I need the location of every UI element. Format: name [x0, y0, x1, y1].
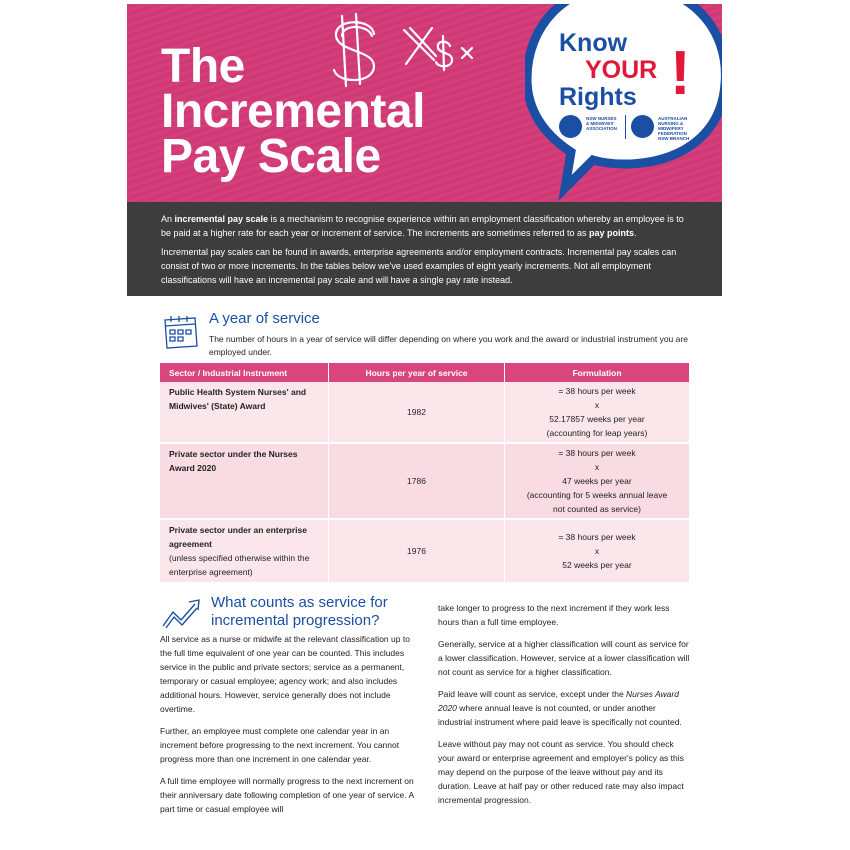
hours-cell: 1976 — [329, 519, 505, 583]
award-name: Nurses Award 2020 — [438, 689, 679, 713]
anmf-logo-text: AUSTRALIAN NURSING & MIDWIFERY FEDERATION NSW BRANCH — [658, 116, 690, 141]
formula-line: 52.17857 weeks per year — [549, 414, 645, 424]
paragraph-text: Paid leave will count as service, except under the — [438, 689, 627, 699]
intro-paragraph-1 — [161, 212, 689, 240]
intro-text: . — [634, 228, 637, 238]
table-row — [160, 382, 689, 443]
title-line-1: The — [161, 40, 245, 93]
section-intro-year: The number of hours in a year of service will differ depending on where you work and the award or industrial instrument you are employed under. — [209, 334, 688, 357]
table-header-row — [160, 363, 689, 382]
section-heading-year: A year of service — [209, 310, 320, 327]
sector-cell: Public Health System Nurses' and Midwives' (State) Award — [160, 382, 329, 443]
paragraph: A full time employee will normally progress to the next increment on their anniversary date following completion of one year of service. A part time or casual employee will — [160, 776, 414, 814]
hours-cell: 1786 — [329, 443, 505, 519]
paragraph: Further, an employee must complete one calendar year in an increment before progressing to the next increment. You cannot progress more than one increment in one calendar year. — [160, 726, 400, 764]
logo-divider — [625, 115, 626, 139]
formula-line: x — [594, 546, 600, 556]
formula-line: (accounting for leap years) — [546, 428, 648, 438]
intro-band — [127, 202, 722, 296]
formula-cell — [505, 519, 690, 583]
service-hours-table — [160, 363, 689, 584]
badge-line-your: YOUR — [585, 56, 658, 84]
paragraph — [438, 687, 692, 729]
sector-cell — [160, 519, 329, 583]
title-line-2: Incremental — [161, 85, 425, 138]
document-page — [127, 4, 722, 846]
sector-cell: Private sector under the Nurses Award 2020 — [160, 443, 329, 519]
paragraph-text: where annual leave is not counted, or under another industrial instrument where paid leave is specifically not counted. — [438, 703, 682, 727]
column-header: Hours per year of service — [329, 363, 505, 382]
heading-line: What counts as service for — [211, 594, 388, 611]
association-logos — [559, 115, 699, 143]
paragraph: Leave without pay may not count as service. You should check your award or enterprise agreement and employer's policy as this may depend on the purpose of the leave without pay and its duration. Leave at half pay or other reduced rate may also impact incremental progression. — [438, 739, 684, 805]
intro-text: An — [161, 214, 175, 224]
hours-cell: 1982 — [329, 382, 505, 443]
intro-term: pay points — [589, 228, 635, 238]
left-column — [160, 632, 414, 824]
trend-arrow-icon — [161, 598, 205, 630]
section-heading-progression — [211, 594, 388, 630]
table-row — [160, 519, 689, 583]
page-title — [161, 40, 425, 183]
know-your-rights-badge — [559, 30, 657, 111]
column-header: Sector / Industrial Instrument — [160, 363, 329, 382]
nswnma-logo-text: NSW NURSES & MIDWIVES' ASSOCIATION — [586, 116, 617, 131]
paragraph: take longer to progress to the next increment if they work less hours than a full time employee. — [438, 603, 670, 627]
sector-name: Private sector under an enterprise agreement — [169, 525, 307, 549]
intro-text: is a mechanism to recognise experience within an employment classification whereby an employee is to be paid at a higher rate for each year or increment of service. The increments are sometimes referred to as — [161, 214, 684, 238]
paragraph: All service as a nurse or midwife at the relevant classification up to the full time equivalent of one year can be counted. This includes service in the public and private sectors; service as a permanent, temporary or casual employee; agency work; and also includes additional hours. However, service generally does not include overtime. — [160, 634, 410, 714]
right-column — [438, 601, 692, 815]
table-row — [160, 443, 689, 519]
intro-paragraph-2: Incremental pay scales can be found in awards, enterprise agreements and/or employment contracts. Incremental pay scales can consist of two or more increments. In the tables below we've used examples of eight yearly increments. Not all employment classifications will have an incremental pay scale and will have a single pay rate instead. — [161, 247, 677, 285]
intro-term: incremental pay scale — [174, 214, 269, 224]
formula-cell — [505, 382, 690, 443]
formula-line: x — [594, 400, 600, 410]
formula-line: = 38 hours per week — [558, 532, 636, 542]
heading-line: incremental progression? — [211, 612, 380, 629]
sector-note: (unless specified otherwise within the enterprise agreement) — [169, 553, 310, 577]
badge-line-know: Know — [559, 29, 628, 57]
formula-line: 52 weeks per year — [562, 560, 632, 570]
header-banner — [127, 4, 722, 202]
formula-line: (accounting for 5 weeks annual leave — [526, 490, 668, 500]
formula-line: not counted as service) — [553, 504, 641, 514]
anmf-logo-icon — [631, 115, 654, 138]
formula-line: x — [594, 462, 600, 472]
exclamation-mark: ! — [670, 39, 691, 108]
formula-cell — [505, 443, 690, 519]
formula-line: = 38 hours per week — [558, 386, 636, 396]
calendar-icon — [161, 314, 201, 350]
nswnma-logo-icon — [559, 115, 582, 138]
badge-line-rights: Rights — [559, 83, 637, 111]
title-line-3: Pay Scale — [161, 130, 381, 183]
formula-line: = 38 hours per week — [558, 448, 636, 458]
paragraph: Generally, service at a higher classification will count as service for a lower classification. However, service at a lower classification will not count as service for a higher classification. — [438, 639, 690, 677]
column-header: Formulation — [505, 363, 690, 382]
formula-line: 47 weeks per year — [562, 476, 632, 486]
